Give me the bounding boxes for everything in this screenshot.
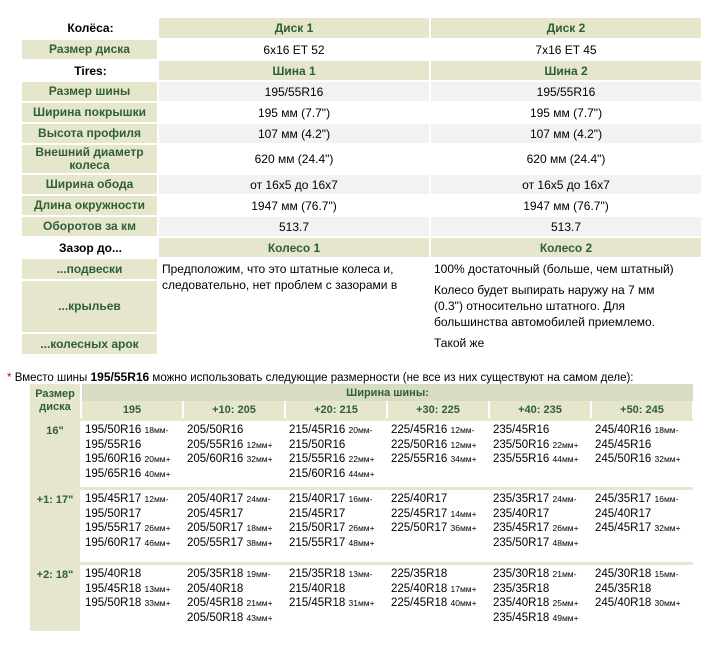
tire-size-item [85,423,180,438]
tire-size: 235/35R17 [493,493,550,505]
tire-size-item [187,567,282,582]
diameter-diff: 31мм+ [348,598,375,608]
tire-size-item [595,507,690,522]
tire-size: 195/45R17 [85,493,142,505]
diameter-diff: 34мм+ [450,454,477,464]
rim-size-cell: 16" [30,421,81,487]
rim-size-cell: +2: 18" [30,565,81,631]
tire-size-item [85,567,180,582]
size-cell [81,565,183,631]
spec-value: 107 мм (4.2") [159,124,431,143]
tire-size: 195/45R18 [85,582,142,595]
tire-size: 245/30R18 [595,568,652,580]
rim-group-row [30,490,693,562]
size-cell [489,565,591,631]
spec-value: 195/55R16 [431,82,703,101]
diameter-diff: 15мм- [654,569,679,579]
tire-size-item [595,452,690,467]
diameter-diff: 26мм+ [144,523,171,533]
tire-size-item [85,582,180,597]
spec-value: 195 мм (7.7") [431,103,703,122]
tire-size: 205/50R16 [187,424,244,436]
diameter-diff: 26мм+ [348,523,375,533]
tire-size: 245/40R16 [595,424,652,436]
tire-size: 235/45R17 [493,522,550,534]
tire-size: 235/35R18 [493,582,550,595]
tire-size: 225/45R18 [391,597,448,609]
diameter-diff: 38мм+ [246,537,273,548]
diameter-diff: 12мм+ [450,439,477,450]
size-cell [591,421,693,487]
tire-size: 235/30R18 [493,568,550,580]
tire-size: 235/40R17 [493,507,550,520]
diameter-diff: 13мм+ [144,583,171,594]
tire-size: 225/35R18 [391,568,448,580]
tire-size-item [391,438,486,453]
tire-size-item [391,452,486,467]
tire-size-item [391,596,486,611]
tire-size-item [595,582,690,597]
diameter-diff: 33мм+ [144,598,171,608]
tire-size: 225/45R16 [391,424,448,436]
tire-size: 205/45R17 [187,507,244,520]
rim-size-label: Размер диска [22,40,159,59]
size-cell [591,565,693,631]
tire-size-item [493,423,588,438]
tire-size: 225/50R17 [391,522,448,534]
tire-size-item [289,467,384,482]
width-column-header: +20: 215 [285,401,387,418]
tire-size: 195/60R17 [85,536,142,549]
tire-size: 245/40R17 [595,507,652,520]
spec-value: 1947 мм (76.7") [431,196,703,215]
size-cell [183,565,285,631]
diameter-diff: 14мм+ [450,508,477,519]
tire-size-item [391,567,486,582]
tire-size: 195/50R18 [85,597,142,609]
spec-value: 195 мм (7.7") [159,103,431,122]
size-cell [285,565,387,631]
rim-size-header: Размер диска [30,384,81,418]
tire-size: 235/55R16 [493,453,550,465]
tire-size-item [493,438,588,453]
diameter-diff: 44мм+ [552,454,579,464]
rim1-value: 6x16 ET 52 [159,40,431,59]
tire-size-item [289,507,384,522]
size-cell [591,490,693,562]
tire-size-item [595,423,690,438]
tire-size-item [289,492,384,507]
diameter-diff: 26мм+ [552,523,579,533]
tire-size-item [187,492,282,507]
tire-size-item [85,492,180,507]
alternative-sizes-note [7,370,634,384]
spec-value: 620 мм (24.4") [431,145,703,173]
diameter-diff: 46мм+ [144,537,171,548]
tire-size-item [289,536,384,551]
diameter-diff: 21мм- [552,569,577,579]
diameter-diff: 17мм+ [450,583,477,594]
tire-size: 195/60R16 [85,453,142,465]
width-column-header: +40: 235 [489,401,591,418]
note-star: * [7,372,12,384]
size-cell [387,490,489,562]
tire-size-item [187,611,282,626]
tire-size-item [493,492,588,507]
gap-text-line: следовательно, нет проблем с зазорами в [162,278,398,292]
tire-size-item [187,452,282,467]
diameter-diff: 12мм- [144,494,169,504]
spec-label: Ширина покрышки [22,103,159,122]
tire-size: 205/40R18 [187,582,244,595]
tire-size: 245/50R16 [595,453,652,465]
diameter-diff: 20мм+ [144,454,171,464]
diameter-diff: 40мм+ [144,468,171,479]
tire-size: 195/65R16 [85,467,142,480]
diameter-diff: 12мм- [450,425,475,435]
spec-label: Ширина обода [22,175,159,194]
tire-size: 225/50R16 [391,438,448,451]
spec-label: Внешний диаметр колеса [22,145,159,173]
rim-size-cell: +1: 17" [30,490,81,562]
gap-title: Зазор до... [22,238,159,257]
spec-label: Длина окружности [22,196,159,215]
tire-size-item [289,582,384,597]
tire-size: 195/55R17 [85,522,142,534]
tire-size: 225/40R18 [391,582,448,595]
tire-size-item [595,521,690,536]
tire-size: 215/40R18 [289,582,346,595]
tire-size-item [85,438,180,453]
tire2-header: Шина 2 [431,61,703,80]
diameter-diff: 36мм+ [450,523,477,533]
diameter-diff: 22мм+ [348,454,375,464]
tire-size: 195/50R17 [85,507,142,520]
tire-width-header: Ширина шины: [81,384,693,401]
gap-text-line: Такой же [434,336,485,350]
spec-value: 107 мм (4.2") [431,124,703,143]
tire-size: 205/55R17 [187,536,244,549]
tire-size: 225/55R16 [391,453,448,465]
spec-value: 513.7 [431,217,703,236]
tire-size: 235/45R18 [493,611,550,624]
size-cell [81,421,183,487]
tire-size-item [595,567,690,582]
size-cell [285,421,387,487]
tire-size: 215/40R17 [289,493,346,505]
tire1-header: Шина 1 [159,61,431,80]
rim-group-row [30,421,693,487]
size-cell [81,490,183,562]
tire-size: 205/40R17 [187,493,244,505]
tire-size-item [187,507,282,522]
tire-size: 245/45R17 [595,522,652,534]
wheel2-gap-text [431,259,703,354]
rim2-value: 7x16 ET 45 [431,40,703,59]
diameter-diff: 49мм+ [552,612,579,623]
tire-size-item [85,452,180,467]
tire-size-item [493,567,588,582]
tire-size: 225/45R17 [391,507,448,520]
spec-value: 513.7 [159,217,431,236]
tire-size: 205/35R18 [187,568,244,580]
tire-size-item [187,438,282,453]
tire-comparison-table [22,16,703,356]
diameter-diff: 22мм+ [552,439,579,450]
tire-size-item [493,507,588,522]
note-tire: 195/55R16 [90,370,150,384]
diameter-diff: 32мм+ [654,523,681,533]
alternative-sizes-table [30,384,694,631]
tire-size: 215/35R18 [289,568,346,580]
diameter-diff: 48мм+ [348,537,375,548]
disk1-header: Диск 1 [159,18,431,38]
diameter-diff: 16мм- [654,494,679,504]
note-prefix: Вместо шины [14,372,88,384]
tire-size-item [493,596,588,611]
gap-text-line: Предположим, что это штатные колеса и, [162,262,394,276]
size-cell [489,421,591,487]
tire-size-item [391,521,486,536]
tire-size: 245/35R18 [595,582,652,595]
tire-size: 215/50R16 [289,438,346,451]
tire-size: 215/50R17 [289,522,346,534]
tire-size-item [187,596,282,611]
tire-size-item [85,596,180,611]
tire-size-item [391,507,486,522]
tire-size: 205/45R18 [187,597,244,609]
diameter-diff: 32мм+ [654,454,681,464]
gap-label-arches: ...колесных арок [22,334,159,354]
tire-size-item [289,423,384,438]
tire-size-item [85,467,180,482]
gap-label-suspension: ...подвески [22,259,159,279]
spec-value: от 16x5 до 16x7 [431,175,703,194]
gap-text-line: Колесо будет выпирать наружу на 7 мм [434,283,655,297]
diameter-diff: 19мм- [246,569,271,579]
tire-size: 215/60R16 [289,467,346,480]
wheels-title: Колёса: [22,18,159,38]
tire-size-item [289,567,384,582]
diameter-diff: 48мм+ [552,537,579,548]
tire-size-item [289,521,384,536]
tire-size: 195/40R18 [85,568,142,580]
tire-size-item [391,423,486,438]
diameter-diff: 20мм- [348,425,373,435]
diameter-diff: 43мм+ [246,612,273,623]
size-cell [183,490,285,562]
spec-label: Высота профиля [22,124,159,143]
diameter-diff: 12мм+ [246,439,273,450]
size-cell [387,421,489,487]
tire-size-item [85,507,180,522]
diameter-diff: 30мм+ [654,598,681,608]
tire-size-item [187,536,282,551]
tire-size-item [187,521,282,536]
diameter-diff: 40мм+ [450,598,477,608]
width-column-header: +10: 205 [183,401,285,418]
tire-size-item [595,492,690,507]
diameter-diff: 16мм- [348,494,373,504]
diameter-diff: 13мм- [348,569,373,579]
gap-text-line: (0.3") относительно штатного. Для [434,299,625,313]
tire-size-item [493,521,588,536]
tire-size: 235/45R16 [493,424,550,436]
spec-value: 195/55R16 [159,82,431,101]
tire-size-item [595,596,690,611]
tire-size: 215/45R18 [289,597,346,609]
size-cell [387,565,489,631]
diameter-diff: 24мм- [552,494,577,504]
tire-size-item [595,438,690,453]
tire-size: 205/60R16 [187,453,244,465]
tire-size: 205/50R18 [187,611,244,624]
tire-size: 235/40R18 [493,597,550,609]
spec-label: Оборотов за км [22,217,159,236]
size-cell [489,490,591,562]
wheel1-header: Колесо 1 [159,238,431,257]
gap-text-line: большинства автомобилей приемлемо. [434,315,656,329]
diameter-diff: 21мм+ [246,598,273,608]
tire-size-item [493,611,588,626]
tire-size: 205/50R17 [187,522,244,534]
tire-size: 215/55R16 [289,453,346,465]
disk2-header: Диск 2 [431,18,703,38]
tire-size-item [187,582,282,597]
spec-value: 620 мм (24.4") [159,145,431,173]
diameter-diff: 18мм- [654,425,679,435]
tire-size: 215/45R17 [289,507,346,520]
tire-size-item [289,452,384,467]
diameter-diff: 25мм+ [552,598,579,608]
tire-size-item [85,536,180,551]
tire-size: 215/45R16 [289,424,346,436]
tire-size-item [289,596,384,611]
spec-label: Размер шины [22,82,159,101]
diameter-diff: 18мм+ [246,523,273,533]
tire-size: 235/50R16 [493,438,550,451]
spec-value: от 16x5 до 16x7 [159,175,431,194]
tires-title: Tires: [22,61,159,80]
tire-size-item [85,521,180,536]
spec-value: 1947 мм (76.7") [159,196,431,215]
note-suffix: можно использовать следующие размерности (не все из них существуют на самом деле): [152,372,634,384]
width-column-header: +30: 225 [387,401,489,418]
tire-size-item [493,452,588,467]
size-cell [183,421,285,487]
tire-size-item [391,492,486,507]
diameter-diff: 18мм- [144,425,169,435]
tire-size: 235/50R17 [493,536,550,549]
tire-size: 205/55R16 [187,438,244,451]
wheel2-header: Колесо 2 [431,238,703,257]
diameter-diff: 44мм+ [348,468,375,479]
tire-size: 245/40R18 [595,597,652,609]
tire-size: 195/55R16 [85,438,142,451]
gap-text-line: 100% достаточный (больше, чем штатный) [434,262,674,276]
wheel1-gap-text [159,259,431,354]
diameter-diff: 32мм+ [246,454,273,464]
tire-size-item [187,423,282,438]
diameter-diff: 24мм- [246,494,271,504]
tire-size: 245/35R17 [595,493,652,505]
width-column-header: 195 [81,401,183,418]
tire-size: 195/50R16 [85,424,142,436]
tire-size-item [289,438,384,453]
tire-size: 245/45R16 [595,438,652,451]
width-column-header: +50: 245 [591,401,693,418]
tire-size-item [493,582,588,597]
rim-group-row [30,565,693,631]
tire-size: 215/55R17 [289,536,346,549]
tire-size: 225/40R17 [391,493,448,505]
size-cell [285,490,387,562]
tire-size-item [391,582,486,597]
tire-size-item [493,536,588,551]
gap-label-fenders: ...крыльев [22,281,159,332]
